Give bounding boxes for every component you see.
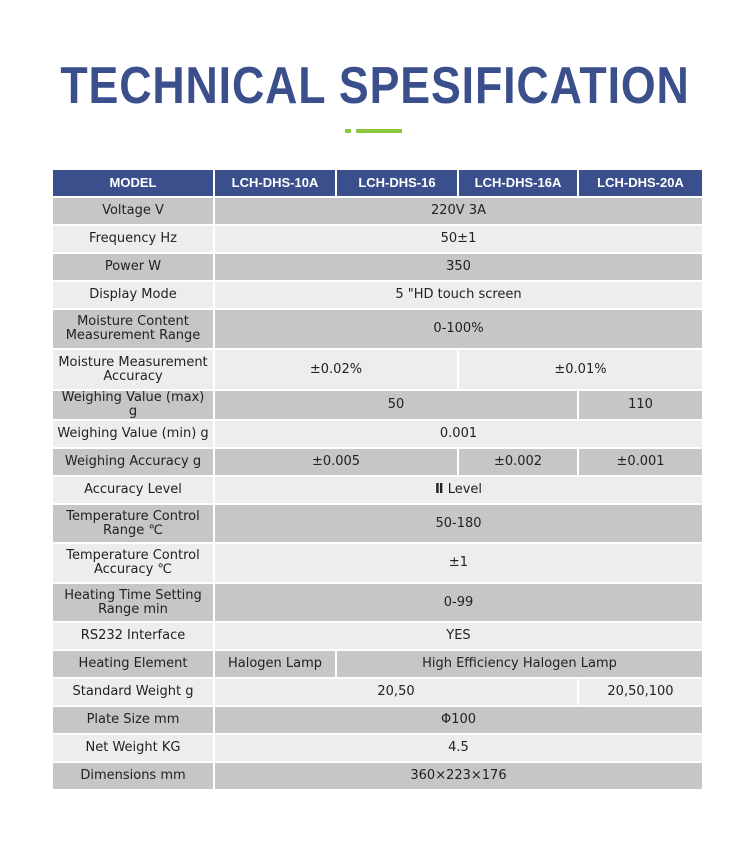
table-row [53,198,702,226]
table-row [53,282,702,310]
row-label: Weighing Accuracy g [53,449,215,477]
row-label: Power W [53,254,215,282]
row-value: ±0.01% [459,350,702,391]
header-model-1: LCH-DHS-10A [215,170,337,198]
row-value: High Efficiency Halogen Lamp [337,651,702,679]
accent-dot [345,129,351,133]
row-value: 0.001 [215,421,702,449]
row-label: Temperature Control Range ℃ [53,505,215,544]
table-row [53,310,702,350]
row-label: Moisture Content Measurement Range [53,310,215,350]
table-row [53,505,702,544]
row-value: 4.5 [215,735,702,763]
page-title: TECHNICAL SPESIFICATION [60,57,690,115]
row-value: 360×223×176 [215,763,702,791]
row-label: Accuracy Level [53,477,215,505]
row-value: 50-180 [215,505,702,544]
table-row [53,707,702,735]
table-row [53,623,702,651]
row-value: 0-99 [215,584,702,623]
row-label: Standard Weight g [53,679,215,707]
row-value: YES [215,623,702,651]
row-value: 50±1 [215,226,702,254]
accent-bar [356,129,402,133]
row-value: ±0.02% [215,350,459,391]
table-row [53,477,702,505]
row-value: 220V 3A [215,198,702,226]
row-value: Halogen Lamp [215,651,337,679]
table-row [53,735,702,763]
row-value: 350 [215,254,702,282]
table-row [53,651,702,679]
row-label: Weighing Value (max) g [53,391,215,421]
row-value: 20,50 [215,679,579,707]
row-value: 0-100% [215,310,702,350]
row-label: Net Weight KG [53,735,215,763]
table-row [53,679,702,707]
row-value: ±0.001 [579,449,702,477]
row-value: Φ100 [215,707,702,735]
row-value: ±0.002 [459,449,579,477]
row-value: 5 "HD touch screen [215,282,702,310]
table-row [53,584,702,623]
row-label: Heating Time Setting Range min [53,584,215,623]
row-label: Display Mode [53,282,215,310]
row-value: 20,50,100 [579,679,702,707]
table-header [53,170,702,198]
row-value: ±1 [215,544,702,584]
row-label: Heating Element [53,651,215,679]
row-value: Ⅱ Level [215,477,702,505]
row-label: Dimensions mm [53,763,215,791]
header-model-4: LCH-DHS-20A [579,170,702,198]
spec-table [53,170,702,791]
row-label: Voltage V [53,198,215,226]
table-row [53,421,702,449]
row-label: Frequency Hz [53,226,215,254]
row-label: Moisture Measurement Accuracy [53,350,215,391]
row-value: 110 [579,391,702,421]
table-row [53,544,702,584]
row-value: ±0.005 [215,449,459,477]
row-label: RS232 Interface [53,623,215,651]
row-label: Plate Size mm [53,707,215,735]
table-row [53,226,702,254]
table-row [53,449,702,477]
table-row [53,350,702,391]
row-label: Temperature Control Accuracy ℃ [53,544,215,584]
table-row [53,763,702,791]
row-value: 50 [215,391,579,421]
table-row [53,391,702,421]
table-row [53,254,702,282]
row-label: Weighing Value (min) g [53,421,215,449]
header-model: MODEL [53,170,215,198]
header-model-3: LCH-DHS-16A [459,170,579,198]
header-model-2: LCH-DHS-16 [337,170,459,198]
